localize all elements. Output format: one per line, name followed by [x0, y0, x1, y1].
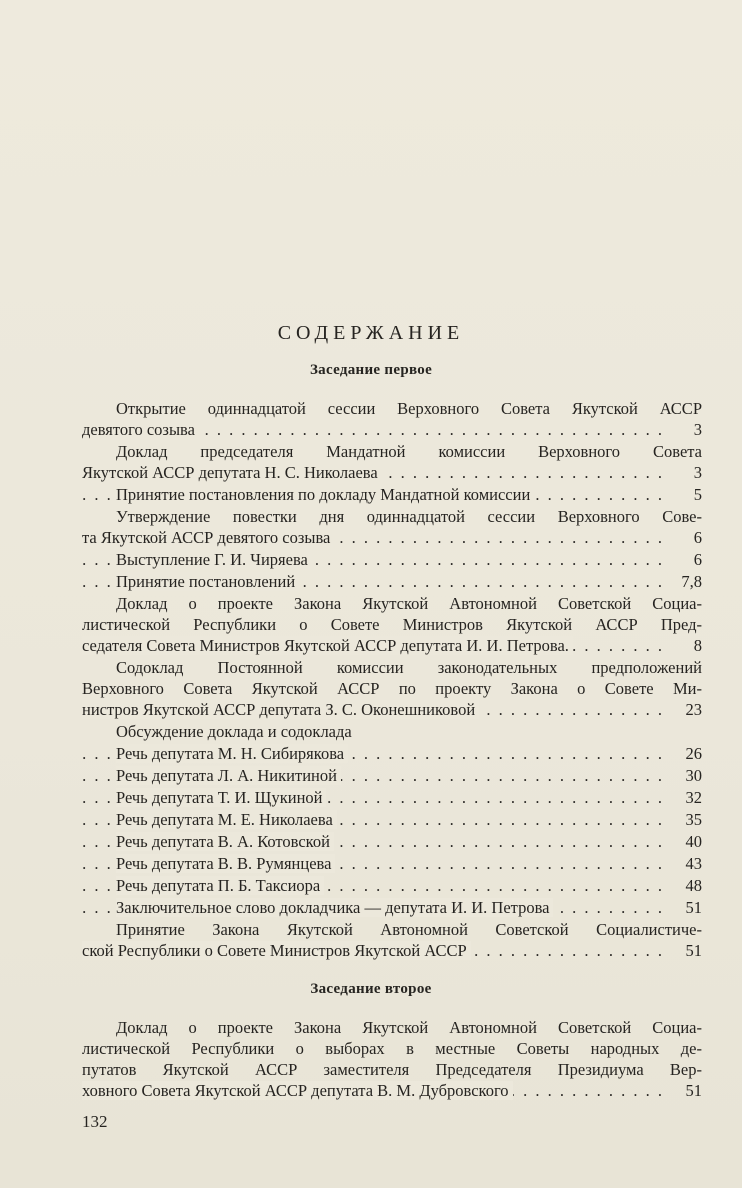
toc-entry — [82, 875, 702, 896]
toc-entry-line — [82, 549, 702, 570]
toc-entry-line — [82, 831, 702, 852]
toc-entry-line — [82, 853, 702, 874]
toc-entry-text: нистров Якутской АССР депутата З. С. Оконешниковой — [82, 700, 479, 719]
toc-entry-text: Утверждение повестки дня одиннадцатой сессии Верховного Сове- — [116, 507, 702, 526]
toc-entry-text: Открытие одиннадцатой сессии Верховного Совета Якутской АССР — [116, 399, 702, 418]
toc-entry — [82, 919, 702, 961]
toc-entry-text: Обсуждение доклада и содоклада — [116, 722, 352, 741]
toc-entry-text: Принятие постановлений — [116, 572, 299, 591]
toc-entry-line — [82, 743, 702, 764]
toc-entry-text: та Якутской АССР девятого созыва — [82, 528, 334, 547]
toc-entry-line — [82, 484, 702, 505]
toc-page-number: 26 — [685, 744, 702, 763]
toc-entry — [82, 657, 702, 720]
toc-entry-text: Доклад о проекте Закона Якутской Автономной Советской Социа- — [116, 594, 702, 613]
toc-entry-line — [82, 875, 702, 896]
toc-entry — [82, 853, 702, 874]
toc-entry-line — [82, 462, 702, 483]
toc-entry-text: седателя Совета Министров Якутской АССР депутата И. И. Петрова. — [82, 636, 573, 655]
toc-page-number: 51 — [685, 898, 702, 917]
section-title-second: Заседание второе — [310, 981, 432, 997]
toc-page-number: 32 — [685, 788, 702, 807]
toc-entry-text: Якутской АССР депутата Н. С. Николаева — [82, 463, 382, 482]
toc-entry-text: Принятие постановления по докладу Мандатной комиссии — [116, 485, 534, 504]
toc-entry-line — [82, 571, 702, 592]
toc-entry-line — [82, 441, 702, 462]
toc-page-number: 6 — [693, 550, 702, 569]
toc-page-number: 23 — [685, 700, 702, 719]
toc-entry-text: Содоклад Постоянной комиссии законодательных предположений — [116, 658, 702, 677]
toc-entry — [82, 787, 702, 808]
page-number: 132 — [82, 1112, 108, 1131]
toc-page-number: 43 — [685, 854, 702, 873]
toc-entry — [82, 571, 702, 592]
toc-entry-text: Заключительное слово докладчика — депутата И. И. Петрова — [116, 898, 553, 917]
toc-entry-text: Принятие Закона Якутской Автономной Советской Социалистиче- — [116, 920, 702, 939]
page-title: СОДЕРЖАНИЕ — [277, 322, 465, 344]
toc-entry-text: Речь депутата В. А. Котовской — [116, 832, 334, 851]
toc-entry-text: Речь депутата В. В. Румянцева — [116, 854, 335, 873]
toc-entry — [82, 897, 702, 918]
toc-entry-text: путатов Якутской АССР заместителя Председателя Президиума Вер- — [82, 1060, 702, 1079]
toc-entry-text: Верховного Совета Якутской АССР по проекту Закона о Совете Ми- — [82, 679, 702, 698]
toc-entry-text: Речь депутата М. Е. Николаева — [116, 810, 337, 829]
toc-entry-text: Речь депутата П. Б. Таксиора — [116, 876, 324, 895]
toc-entry-text: Доклад о проекте Закона Якутской Автономной Советской Социа- — [116, 1018, 702, 1037]
toc-page-number: 3 — [693, 420, 702, 439]
toc-entry — [82, 831, 702, 852]
toc-entry-line — [82, 678, 702, 699]
toc-entry — [82, 549, 702, 570]
toc-entry-line — [82, 1059, 702, 1080]
toc-page-number: 6 — [693, 528, 702, 547]
toc-entry-line — [82, 398, 702, 419]
toc-entry-text: Доклад председателя Мандатной комиссии Верховного Совета — [116, 442, 702, 461]
toc-entry-text: ховного Совета Якутской АССР депутата В. М. Дубровского — [82, 1081, 513, 1100]
toc-entry — [82, 484, 702, 505]
toc-entry-text: Выступление Г. И. Чиряева — [116, 550, 312, 569]
toc-entry-text: девятого созыва — [82, 420, 199, 439]
toc-entry-line — [82, 527, 702, 548]
toc-page-number: 30 — [685, 766, 702, 785]
toc-entry-line — [82, 614, 702, 635]
toc-entry-line — [82, 506, 702, 527]
toc-page-number: 51 — [685, 1081, 702, 1100]
toc-page-number: 7,8 — [681, 572, 702, 591]
toc-page-number: 35 — [685, 810, 702, 829]
toc-entry — [82, 1017, 702, 1101]
toc-entry — [82, 765, 702, 786]
toc-entry — [82, 506, 702, 548]
toc-entry-text: листической Республики о Совете Министров Якутской АССР Пред- — [82, 615, 702, 634]
toc-entry — [82, 809, 702, 830]
toc-entry-line — [82, 919, 702, 940]
toc-entry-line — [82, 657, 702, 678]
toc-entry — [82, 398, 702, 440]
toc-entry-line — [82, 635, 702, 656]
toc-entry-line — [82, 940, 702, 961]
toc-page-number: 8 — [693, 636, 702, 655]
toc-page-number: 48 — [685, 876, 702, 895]
toc-entry-text: Речь депутата Т. И. Щукиной — [116, 788, 326, 807]
toc-entry — [82, 743, 702, 764]
toc-entry-line — [82, 1017, 702, 1038]
toc-entry-text: ской Республики о Совете Министров Якутской АССР — [82, 941, 471, 960]
toc-entry — [82, 441, 702, 483]
toc-entry-line — [82, 897, 702, 918]
toc-entry-line — [82, 721, 702, 742]
toc-page-number: 40 — [685, 832, 702, 851]
toc-entry-line — [82, 419, 702, 440]
toc-entry-text: Речь депутата М. Н. Сибирякова — [116, 744, 348, 763]
toc-entry — [82, 593, 702, 656]
toc-entry-line — [82, 787, 702, 808]
toc-entry — [82, 721, 702, 742]
toc-entry-line — [82, 809, 702, 830]
toc-entry-line — [82, 765, 702, 786]
toc-entry-text: Речь депутата Л. А. Никитиной — [116, 766, 341, 785]
toc-entry-line — [82, 699, 702, 720]
toc-page-number: 3 — [693, 463, 702, 482]
toc-entry-line — [82, 1038, 702, 1059]
toc-page-number: 5 — [693, 485, 702, 504]
toc-page-number: 51 — [685, 941, 702, 960]
toc-entry-line — [82, 593, 702, 614]
toc-entry-line — [82, 1080, 702, 1101]
toc-entry-text: листической Республики о выборах в местные Советы народных де- — [82, 1039, 702, 1058]
section-title-first: Заседание первое — [309, 362, 433, 378]
